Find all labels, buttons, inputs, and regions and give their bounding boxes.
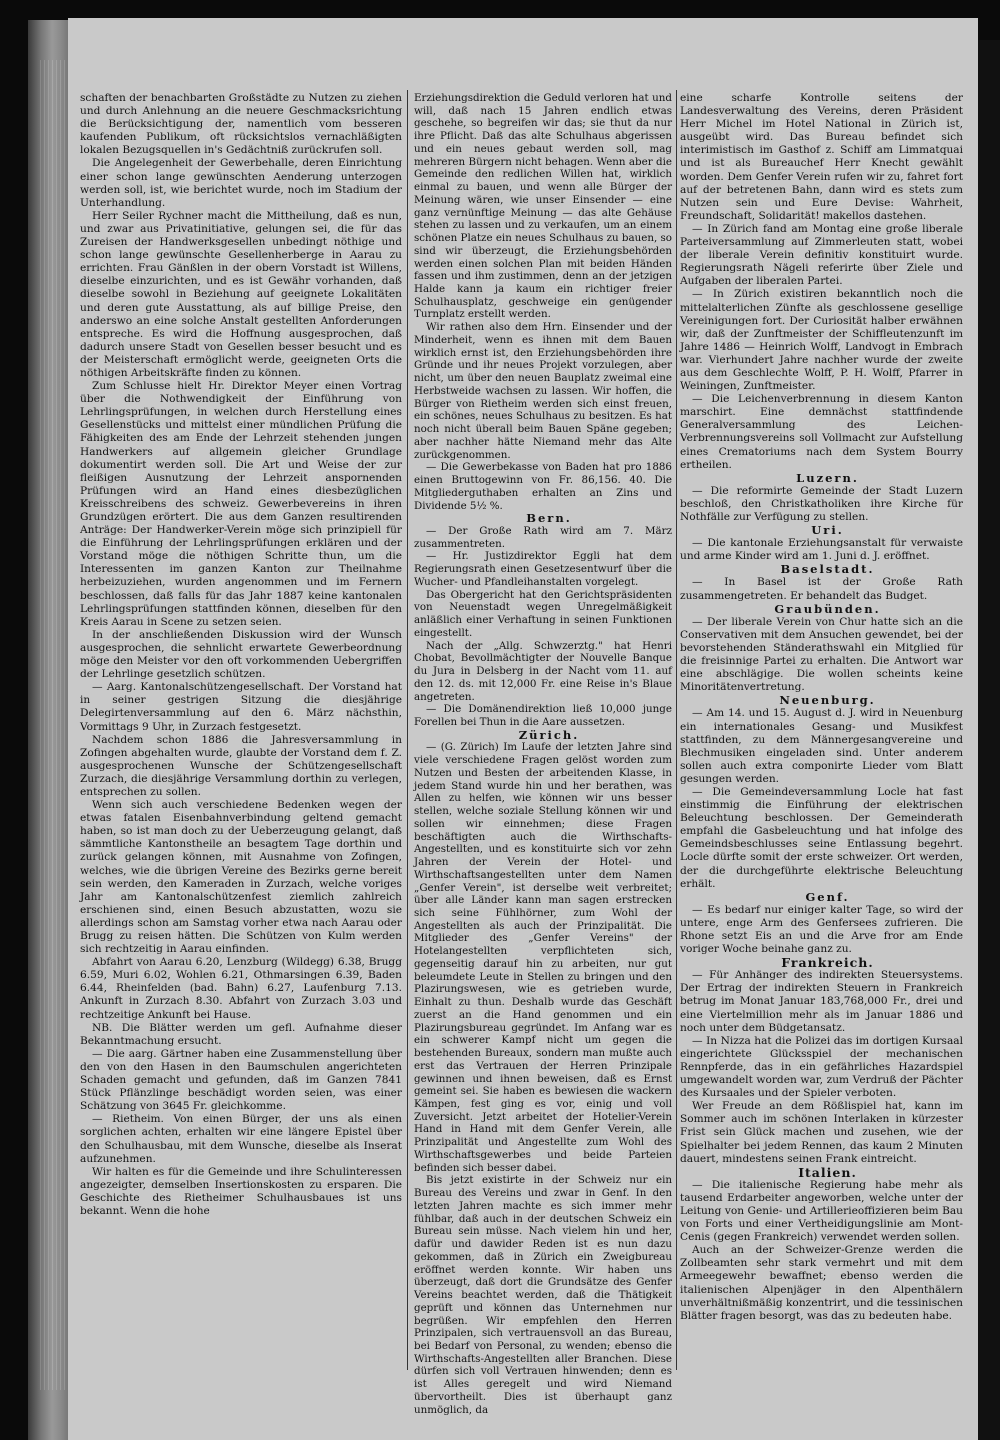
column-3 (680, 92, 963, 1323)
section-heading-zuerich: Zürich. (518, 727, 580, 742)
paragraph: Zum Schlusse hielt Hr. Direktor Meyer einen Vortrag über die Nothwendigkeit der Einführung von Lehrlingsprüfungen, in welchen durch Herstellung eines Gesellenstücks und mittelst einer mündlichen Prüfung die Fähigkeiten des am Ende der Lehrzeit stehenden jungen Handwerkers auf allgemein gleicher Grundlage dokumentirt werden soll. Die Art und Weise der zur fleißigen Ausnutzung der Lehrzeit anspornenden Prüfungen wird an Hand eines diesbezüglichen Kreisschreibens des schweiz. Gewerbevereins in ihren Grundzügen erörtert. Die aus dem Ganzen resultirenden Anträge: Der Handwerker-Verein möge sich prinzipiell für die Einführung der Lehrlingsprüfungen erklären und der Vorstand möge die nöthigen Schritte thun, um die Interessenten im ganzen Kanton zur Theilnahme herbeizuziehen, wurden angenommen und im Fernern beschlossen, daß falls für das Jahr 1887 keine kantonalen Lehrlingsprüfungen stattfinden können, dieselben für den Kreis Aarau in Scene zu setzen seien. (80, 380, 402, 628)
section-heading-genf: Genf. (805, 889, 850, 904)
paragraph: NB. Die Blätter werden um gefl. Aufnahme dieser Bekanntmachung ersucht. (80, 1021, 402, 1047)
scan-border (978, 40, 1000, 1440)
page-edges (40, 60, 68, 1390)
paragraph: Wenn sich auch verschiedene Bedenken wegen der etwas fatalen Eisenbahnverbindung geltend gemacht haben, so ist man doch zu der Ueberzeugung gelangt, daß sämmtliche Kantonstheile an besagtem Tage dorthin und zurück gelangen können, mit Ausnahme von Zofingen, welches, wie die übrigen Vereine des Bezirks gerne bereit sein werden, den Kameraden in Zurzach, welche voriges Jahr am Kantonalschützenfest ziemlich zahlreich erschienen sind, einen Besuch abzustatten, wozu sie allerdings schon am Samstag vorher etwa nach Aarau oder Brugg zu reisen hätten. Die Schützen von Kulm werden sich rechtzeitig in Aarau einfinden. (80, 799, 402, 956)
paragraph: Wir halten es für die Gemeinde und ihre Schulinteressen angezeigter, demselben Insertionskosten zu ersparen. Die Geschichte des Rietheimer Schulhausbaues ist uns bekannt. Wenn die hohe (80, 1165, 402, 1217)
paragraph: eine scharfe Kontrolle seitens der Landesverwaltung des Vereins, deren Präsident Herr Michel im Hotel National in Zürich ist, ausgeübt wird. Das Bureau befindet sich interimistisch im Gasthof z. Schiff am Limmatquai und ist als Bureauchef Herr Knecht gewählt worden. Dem Genfer Verein rufen wir zu, fahret fort auf der betretenen Bahn, dann wird es stets zum Nutzen sein und Eure Devise: Wahrheit, Freundschaft, Solidarität! makellos dastehen. (680, 92, 963, 222)
paragraph: Das Obergericht hat den Gerichtspräsidenten von Neuenstadt wegen Unregelmäßigkeit anläßlich einer Verhaftung in seinen Funktionen eingestellt. (414, 588, 672, 639)
column-rule (676, 90, 677, 1370)
paragraph: schaften der benachbarten Großstädte zu Nutzen zu ziehen und durch Anlehnung an die neuere Geschmacksrichtung die Berücksichtigung der, namentlich vom besseren kaufenden Publikum, oft rücksichtslos vernachläßigten lokalen Bezugsquellen in's Gedächtniß zurückrufen soll. (80, 92, 402, 157)
paragraph: — Die Leichenverbrennung in diesem Kanton marschirt. Eine demnächst stattfindende Generalversammlung des Leichen-Verbrennungsvereins soll Vollmacht zur Aufstellung eines Crematoriums nach dem System Bourry ertheilen. (680, 393, 963, 471)
paragraph: Nachdem schon 1886 die Jahresversammlung in Zofingen abgehalten wurde, glaubte der Vorstand dem f. Z. ausgesprochenen Wunsche der Schützengesellschaft Zurzach, die diesjährige Versammlung dorthin zu verlegen, entsprechen zu sollen. (80, 733, 402, 798)
paragraph: — Die Domänendirektion ließ 10,000 junge Forellen bei Thun in die Aare aussetzen. (414, 703, 672, 728)
paragraph: — Hr. Justizdirektor Eggli hat dem Regierungsrath einen Gesetzesentwurf über die Wucher- und Pfandleihanstalten vorgelegt. (414, 550, 672, 588)
paragraph: — In Nizza hat die Polizei das im dortigen Kursaal eingerichtete Glücksspiel der mechanischen Rennpferde, das in ein gefährliches Hazardspiel umgewandelt worden war, zum Verdruß der Pächter des Kursaales und der Spieler verboten. (680, 1034, 963, 1100)
paragraph: — Es bedarf nur einiger kalter Tage, so wird der untere, enge Arm des Genfersees zufrieren. Die Rhone setzt Eis an und die Arve fror am Ende voriger Woche beinahe ganz zu. (680, 903, 963, 956)
paragraph: — Die aarg. Gärtner haben eine Zusammenstellung über den von den Hasen in den Baumschulen angerichteten Schaden gemacht und gefunden, daß im Ganzen 7841 Stück Pflänzlinge beschädigt worden seien, was einer Schätzung von 3645 Fr. gleichkomme. (80, 1047, 402, 1113)
section-heading-uri: Uri. (811, 523, 844, 538)
paragraph: — Der Große Rath wird am 7. März zusammentreten. (414, 524, 672, 550)
paragraph: — Die Gemeindeversammlung Locle hat fast einstimmig die Einführung der elektrischen Beleuchtung beschlossen. Der Gemeinderath empfahl die Gasbeleuchtung und hat infolge des Gemeindsbeschlusses seine Entlassung begehrt. Locle dürfte somit der erste schweizer. Ort werden, der die durchgeführte elektrische Beleuchtung erhält. (680, 785, 963, 890)
paragraph: Abfahrt von Aarau 6.20, Lenzburg (Wildegg) 6.38, Brugg 6.59, Muri 6.02, Wohlen 6.21, Othmarsingen 6.39, Baden 6.44, Rheinfelden (bad. Bahn) 6.27, Laufenburg 7.13. Ankunft in Zurzach 8.30. Abfahrt von Zurzach 3.03 und rechtzeitige Ankunft bei Hause. (80, 956, 402, 1021)
paragraph: — Die reformirte Gemeinde der Stadt Luzern beschloß, den Christkatholiken ihre Kirche für Nothfälle zur Verfügung zu stellen. (680, 484, 963, 523)
section-heading-frankreich: Frankreich. (781, 955, 874, 971)
paragraph: Erziehungsdirektion die Geduld verloren hat und will, daß nach 15 Jahren endlich etwas geschehe, so begreifen wir das; sie thut da nur ihre Pflicht. Daß das alte Schulhaus abgerissen und ein neues gebaut werden soll, mag mehreren Bürgern nicht behagen. Wenn aber die Gemeinde den redlichen Willen hat, wirklich einmal zu bauen, und wenn alle Bürger der Meinung wären, wie unser Einsender — eine ganz vernünftige Meinung — das alte Gehäuse stehen zu lassen und zu verkaufen, um an einem schönen Platze ein neues Schulhaus zu bauen, so sind wir überzeugt, die Erziehungsbehörden werden einen solchen Plan mit beiden Händen fassen und ihm zustimmen, denn an der jetzigen Halde kann ja kaum ein richtiger freier Schulhausplatz, geschweige ein genügender Turnplatz erstellt werden. (414, 92, 672, 321)
paragraph: Nach der „Allg. Schwzerztg." hat Henri Chobat, Bevollmächtigter der Nouvelle Banque du Jura in Delsberg in der Nacht vom 11. auf den 12. ds. mit 12,000 Fr. eine Reise in's Blaue angetreten. (414, 639, 672, 703)
section-heading-neuenburg: Neuenburg. (779, 693, 876, 708)
column-1 (80, 92, 402, 1218)
paragraph: Die Angelegenheit der Gewerbehalle, deren Einrichtung einer schon lange gewünschten Aenderung unterzogen werden soll, ist, wie berichtet wurde, noch im Stadium der Unterhandlung. (80, 157, 402, 209)
paragraph: — In Basel ist der Große Rath zusammengetreten. Er behandelt das Budget. (680, 576, 963, 602)
paragraph: — Die kantonale Erziehungsanstalt für verwaiste und arme Kinder wird am 1. Juni d. J. eröffnet. (680, 537, 963, 563)
column-2 (414, 92, 672, 1416)
paragraph: — (G. Zürich) Im Laufe der letzten Jahre sind viele verschiedene Fragen gelöst worden zum Nutzen und Besten der arbeitenden Klasse, in jedem Stand wurde hin und her berathen, was Allen zu helfen, wie können wir uns besser stellen, welche soziale Stellung können wir und sollen wir einnehmen; diese Fragen beschäftigten auch die Wirthschafts-Angestellten, und es konstituirte sich vor zehn Jahren der Verein der Hotel- und Wirthschaftsangestellten unter dem Namen „Genfer Verein", ist derselbe weit verbreitet; über alle Länder kann man sagen erstrecken sich seine Fühlhörner, zum Wohl der Angestellten als auch der Prinzipalität. Die Mitglieder des „Genfer Vereins" der Hotelangestellten verpflichteten sich, gegenseitig darauf hin zu arbeiten, nur gut beleumdete Leute in Stellen zu bringen und den Plazirungswesen, wie es getrieben wurde, Einhalt zu thun. Deshalb wurde das Geschäft zuerst an die Hand genommen und ein Plazirungsbureau gegründet. Im Anfang war es ein schwerer Kampf nicht um gegen die bestehenden Bureaux, sondern man mußte auch erst das Vertrauen der Herren Prinzipale gewinnen und ihnen beweisen, daß es Ernst gemeint sei. Sie haben es bewiesen die wackern Kämpen, fest ging es vor, einig und voll Zuversicht. Jetzt arbeitet der Hotelier-Verein Hand in Hand mit dem Genfer Verein, alle Prinzipalität und Angestellte zum Wohl des Wirthschaftsgewerbes und beide Parteien befinden sich besser dabei. (414, 741, 672, 1174)
paragraph: — In Zürich fand am Montag eine große liberale Parteiversammlung auf Zimmerleuten statt, wobei der liberale Verein definitiv konstituirt wurde. Regierungsrath Nägeli referirte über Ziele und Aufgaben der liberalen Partei. (680, 222, 963, 288)
paragraph: Bis jetzt existirte in der Schweiz nur ein Bureau des Vereins und zwar in Genf. In den letzten Jahren machte es sich immer mehr fühlbar, daß auch in der deutschen Schweiz ein Bureau sein müsse. Nach vielem hin und her, dafür und dawider Reden ist es nun dazu gekommen, daß in Zürich ein Zweigbureau eröffnet werden konnte. Wir haben uns überzeugt, daß dort die Grundsätze des Genfer Vereins beachtet werden, daß die Thätigkeit geprüft und können das Unternehmen nur begrüßen. Wir empfehlen den Herren Prinzipalen, sich vertrauensvoll an das Bureau, bei Bedarf von Personal, zu wenden; ebenso die Wirthschafts-Angestellten aller Branchen. Diese dürfen sich voll Vertrauen hinwenden; denn es ist Alles geregelt und wird Niemand übervortheilt. Dies ist überhaupt ganz unmöglich, da (414, 1174, 672, 1416)
paragraph: — In Zürich existiren bekanntlich noch die mittelalterlichen Zünfte als geschlossene gesellige Vereinigungen fort. Der Curiosität halber erwähnen wir, daß der Zunftmeister der Schiffleutenzunft im Jahre 1486 — Heinrich Wolff, Landvogt in Embrach war. Vierhundert Jahre nachher wurde der zweite aus dem Geschlechte Wolff, P. H. Wolff, Pfarrer in Weiningen, Zunftmeister. (680, 288, 963, 393)
paragraph: Auch an der Schweizer-Grenze werden die Zollbeamten sehr stark vermehrt und mit dem Armeegewehr bewaffnet; ebenso werden die italienischen Alpenjäger in den Alpenthälern unverhältnißmäßig konzentrirt, und die tessinischen Blätter fragen besorgt, was das zu bedeuten habe. (680, 1244, 963, 1322)
section-heading-bern: Bern. (526, 511, 572, 526)
section-heading-baselstadt: Baselstadt. (780, 562, 875, 577)
column-rule (407, 90, 408, 1370)
section-heading-italien: Italien. (798, 1164, 857, 1180)
paragraph: In der anschließenden Diskussion wird der Wunsch ausgesprochen, die sehnlicht erwartete Gewerbeordnung möge den Meister vor den oft vorkommenden Uebergriffen der Lehrlinge gesetzlich schützen. (80, 628, 402, 681)
paragraph: — Aarg. Kantonalschützengesellschaft. Der Vorstand hat in seiner gestrigen Sitzung die diesjährige Delegirtenversammlung auf den 6. März nächsthin, Vormittags 9 Uhr, in Zurzach festgesetzt. (80, 681, 402, 733)
paragraph: — Die italienische Regierung habe mehr als tausend Erdarbeiter angeworben, welche unter der Leitung von Genie- und Artillerieoffizieren beim Bau von Forts und einer Vertheidigungslinie am Mont-Cenis (gegen Frankreich) verwendet werden sollen. (680, 1178, 963, 1244)
paragraph: — Rietheim. Von einen Bürger, der uns als einen sorglichen achten, erhalten wir eine längere Epistel über den Schulhausbau, mit dem Wunsche, dieselbe als Inserat aufzunehmen. (80, 1113, 402, 1165)
paragraph: Herr Seiler Rychner macht die Mittheilung, daß es nun, und zwar aus Privatinitiative, gelungen sei, die für das Zureisen der Handwerksgesellen unbedingt nöthige und schon lange gewünschte Gesellenherberge in Aarau zu errichten. Frau Gänßlen in der obern Vorstadt ist Willens, dieselbe einzurichten, und es ist Gewähr vorhanden, daß dieselbe sowohl in Beziehung auf geeignete Lokalitäten und deren gute Ausstattung, als auf billige Preise, den anderswo an eine solche Anstalt gestellten Anforderungen entspreche. Es wird die Hoffnung ausgesprochen, daß dadurch unsere Stadt von Gesellen besser besucht und es der Meisterschaft ermöglicht werde, geeigneten Orts die nöthigen Arbeitskräfte finden zu können. (80, 209, 402, 379)
paragraph: — Der liberale Verein von Chur hatte sich an die Conservativen mit dem Ansuchen gewendet, bei der bevorstehenden Ständerathswahl ein Mitglied für die freisinnige Partei zu erhalten. Die Antwort war eine abschlägige. Die wollen scheints keine Minoritätenvertretung. (680, 615, 963, 694)
paragraph: — Für Anhänger des indirekten Steuersystems. Der Ertrag der indirekten Steuern in Frankreich betrug im Monat Januar 183,768,000 Fr., drei und eine Viertelmillion mehr als im Januar 1886 und noch unter dem Büdgetansatz. (680, 969, 963, 1034)
paragraph: — Am 14. und 15. August d. J. wird in Neuenburg ein internationales Gesang- und Musikfest stattfinden, zu dem Männergesangvereine und Blechmusiken eingeladen sind. Unter anderem sollen auch extra componirte Lieder vom Blatt gesungen werden. (680, 707, 963, 785)
paragraph: Wir rathen also dem Hrn. Einsender und der Minderheit, wenn es ihnen mit dem Bauen wirklich ernst ist, den Erziehungsbehörden ihre Gründe und ihr neues Projekt vorzulegen, aber nicht, um über den neuen Bauplatz zweimal eine Herbstweide wachsen zu lassen. Wir hoffen, die Bürger von Rietheim werden sich einst freuen, ein schönes, neues Schulhaus zu besitzen. Es hat noch nicht überall beim Bauen Späne gegeben; aber nachher hätte Niemand mehr das Alte zurückgenommen. (414, 321, 672, 461)
paragraph: — Die Gewerbekasse von Baden hat pro 1886 einen Bruttogewinn von Fr. 86,156. 40. Die Mitgliederguthaben erhalten an Zins und Dividende 5½ %. (414, 461, 672, 512)
section-heading-luzern: Luzern. (796, 470, 859, 485)
paragraph: Wer Freude an dem Rößlispiel hat, kann im Sommer auch im schönen Interlaken in kürzester Frist sein Glück machen und zusehen, wie der Spielhalter bei jedem Rennen, das kaum 2 Minuten dauert, mindestens seinen Frank eintreicht. (680, 1100, 963, 1165)
section-heading-graubuenden: Graubünden. (774, 601, 881, 616)
